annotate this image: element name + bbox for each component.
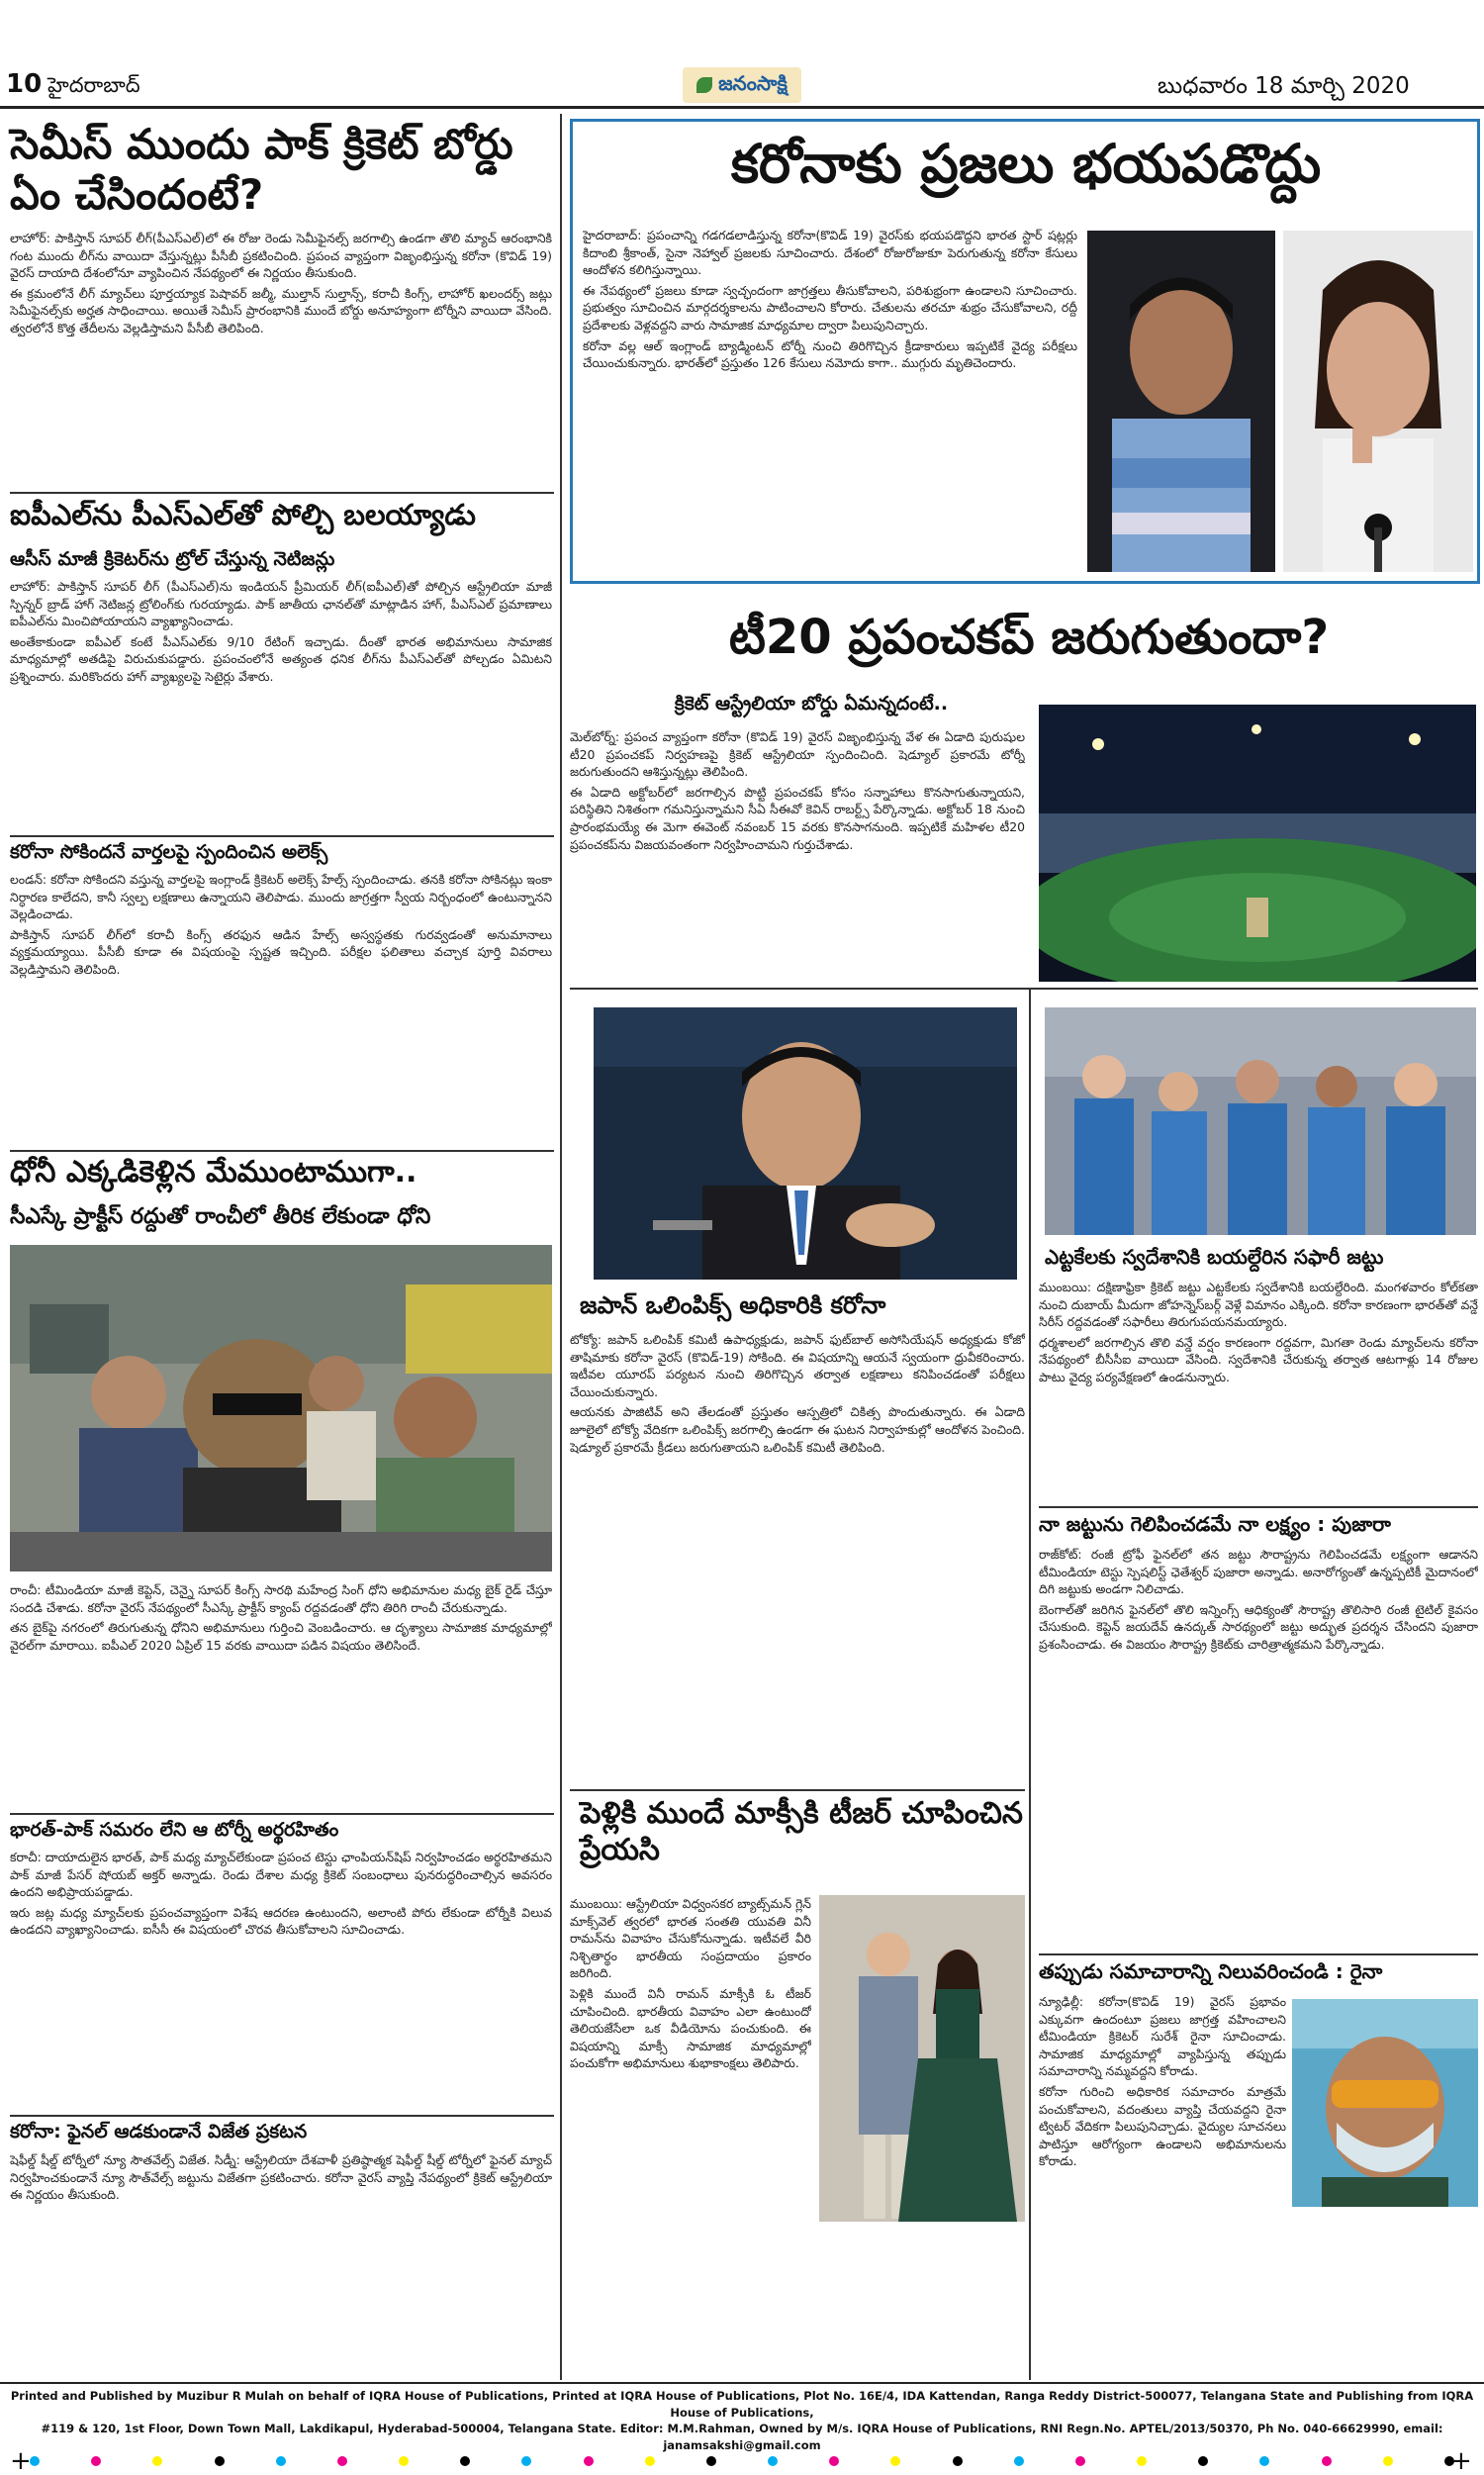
magenta-dot [337, 2456, 347, 2466]
dhoni-body [10, 1581, 552, 1809]
dhoni-subhead: సీఎస్కే ప్రాక్టీస్ రద్దుతో రాంచీలో తీరిక లేకుండా ధోని [10, 1204, 431, 1229]
magenta-dot [91, 2456, 101, 2466]
article-paragraph: ఆయనకు పాజిటివ్ అని తేలడంతో ప్రస్తుతం ఆస్పత్రిలో చికిత్స పొందుతున్నారు. ఈ ఏడాది జూలైలో టోక్యో వేదికగా ఒలింపిక్స్ జరగాల్సి ఉండగా ఈ ఘటన నిర్వాహకుల్లో ఆందోళన పెంచింది. షెడ్యూల్ ప్రకారమే క్రీడలు జరుగుతాయని ఒలింపిక్ కమిటీ తెలిపింది. [570, 1404, 1025, 1455]
black-dot [215, 2456, 225, 2466]
raina-subhead: తప్పుడు సమాచారాన్ని నిలువరించండి : రైనా [1039, 1959, 1383, 1983]
article-paragraph: న్యూఢిల్లీ: కరోనా(కొవిడ్ 19) వైరస్ ప్రభావం ఎక్కువగా ఉందంటూ ప్రజలు జాగ్రత్త వహించాలని టీమిండియా క్రికెటర్ సురేశ్ రైనా సూచించాడు. సామాజిక మాధ్యమాల్లో వ్యాపిస్తున్న తప్పుడు సమాచారాన్ని నమ్మవద్దని కోరాడు. [1039, 1994, 1286, 2079]
alex-hales-body [10, 871, 552, 1148]
masthead [0, 65, 1484, 109]
dhoni-headline: ధోనీ ఎక్కడికెళ్లిన మేముంటాముగా.. [10, 1155, 417, 1190]
publisher-imprint [0, 2382, 1484, 2453]
article-paragraph: కరోనా గురించి అధికారిక సమాచారం మాత్రమే పంచుకోవాలని, వదంతులు వ్యాప్తి చేయవద్దని రైనా ట్విటర్ వేదికగా పిలుపునిచ్చాడు. వైద్యుల సూచనలు పాటిస్తూ ఆరోగ్యంగా ఉండాలని అభిమానులను కోరాడు. [1039, 2084, 1286, 2169]
japan-official-photo [594, 1007, 1017, 1280]
article-paragraph: పెళ్లికి ముందే వినీ రామన్ మాక్సీకి ఓ టీజర్ చూపించింది. భారతీయ వివాహం ఎలా ఉంటుందో తెలియజేసేలా ఒక వీడియోను పంచుకుంది. ఈ విషయాన్ని మాక్సీ సామాజిక మాధ్యమాల్లో పంచుకోగా అభిమానులు శుభాకాంక్షలు తెలిపారు. [570, 1986, 811, 2071]
maxwell-body [570, 1895, 811, 2378]
yellow-dot [1383, 2456, 1393, 2466]
logo-text: జనంసాక్షి [718, 70, 788, 95]
registration-mark-icon: + [10, 2446, 32, 2475]
column-divider [1029, 990, 1031, 2380]
registration-mark-icon: + [1450, 2446, 1472, 2475]
article-divider [10, 1813, 554, 1815]
article-divider [1039, 1953, 1478, 1955]
alex-hales-subhead: కరోనా సోకిందనే వార్తలపై స్పందించిన అలెక్స్ [10, 841, 328, 863]
magenta-dot [584, 2456, 594, 2466]
ipl-body [10, 578, 552, 831]
article-paragraph: ముంబయి: దక్షిణాఫ్రికా క్రికెట్ జట్టు ఎట్టకేలకు స్వదేశానికి బయల్దేరింది. మంగళవారం కోల్‌కతా నుంచి దుబాయ్ మీదుగా జోహన్నెస్‌బర్గ్ వెళ్లే విమానం ఎక్కింది. కరోనా కారణంగా భారత్‌తో వన్డే సిరీస్ రద్దవడంతో సఫారీలు తిరుగుపయనమయ్యారు. [1039, 1280, 1478, 1330]
corona-feature-box [570, 119, 1480, 584]
color-registration-strip [30, 2454, 1454, 2468]
pujara-body [1039, 1546, 1478, 1950]
safari-caption: ఎట్టకేలకు స్వదేశానికి బయల్దేరిన సఫారీ జట్టు [1045, 1245, 1384, 1269]
article-divider [10, 2115, 554, 2117]
article-paragraph: షెఫీల్డ్ షీల్డ్ టోర్నీలో న్యూ సౌతవేల్స్ విజేత. సిడ్నీ: ఆస్ట్రేలియా దేశవాళీ ప్రతిష్ఠాత్మక షెఫీల్డ్ షీల్డ్ టోర్నీలో ఫైనల్ మ్యాచ్ నిర్వహించకుండానే న్యూ సౌత్‌వేల్స్ జట్టును విజేతగా ప్రకటించారు. కరోనా వైరస్ వ్యాప్తి నేపథ్యంలో క్రికెట్ ఆస్ట్రేలియా ఈ నిర్ణయం తీసుకుంది. [10, 2152, 552, 2203]
ipl-headline: ఐపీఎల్‌ను పీఎస్ఎల్‌తో పోల్చి బలయ్యాడు [10, 498, 476, 531]
cyan-dot [1259, 2456, 1269, 2466]
article-paragraph: అంతేకాకుండా ఐపీఎల్ కంటే పీఎస్ఎల్‌కు 9/10 రేటింగ్ ఇచ్చాడు. దీంతో భారత అభిమానులు సామాజిక మాధ్యమాల్లో అతడిపై విరుచుకుపడ్డారు. ప్రపంచంలోనే అత్యంత ధనిక లీగ్‌ను పీఎస్ఎల్‌తో పోల్చడం ఏమిటని ప్రశ్నించారు. మరికొందరు హాగ్ వ్యాఖ్యలపై సెటైర్లు వేశారు. [10, 633, 552, 685]
final-subhead: కరోనా: ఫైనల్ ఆడకుండానే విజేత ప్రకటన [10, 2121, 308, 2142]
yellow-dot [890, 2456, 900, 2466]
indo-pak-body [10, 1849, 552, 2111]
black-dot [953, 2456, 963, 2466]
article-paragraph: ముంబయి: ఆస్ట్రేలియా విధ్వంసకర బ్యాట్స్‌మన్ గ్లెన్ మాక్స్‌వెల్ త్వరలో భారత సంతతి యువతి వినీ రామన్‌ను వివాహం చేసుకోనున్నాడు. ఇటీవలే వీరి నిశ్చితార్థం భారతీయ సంప్రదాయం ప్రకారం జరిగింది. [570, 1896, 811, 1981]
article-divider [570, 1789, 1025, 1791]
article-paragraph: ఈ ఏడాది అక్టోబర్‌లో జరగాల్సిన పొట్టి ప్రపంచకప్ కోసం సన్నాహాలు కొనసాగుతున్నాయని, పరిస్థితిని నిశితంగా గమనిస్తున్నామని సీఏ సీఈవో కెవిన్ రాబర్ట్స్ పేర్కొన్నాడు. అక్టోబర్ 18 నుంచి ప్రారంభమయ్యే ఈ మెగా ఈవెంట్ నవంబర్ 15 వరకు కొనసాగనుంది. ఇప్పటికే మహిళల టీ20 ప్రపంచకప్‌ను విజయవంతంగా నిర్వహించామని గుర్తుచేశాడు. [570, 784, 1025, 852]
article-paragraph: ధర్మశాలలో జరగాల్సిన తొలి వన్డే వర్షం కారణంగా రద్దవగా, మిగతా రెండు మ్యాచ్‌లను కరోనా నేపథ్యంలో బీసీసీఐ వాయిదా వేసింది. స్వదేశానికి చేరుకున్న తర్వాత ఆటగాళ్లు 14 రోజుల పాటు వైద్య పర్యవేక్షణలో ఉండనున్నారు. [1039, 1334, 1478, 1385]
magenta-dot [1075, 2456, 1085, 2466]
maxwell-headline: పెళ్లికి ముందే మాక్సీకి టీజర్ చూపించిన ప్రేయసి [580, 1796, 1023, 1867]
t20-subhead: క్రికెట్ ఆస్ట్రేలియా బోర్డు ఏమన్నదంటే.. [674, 693, 949, 714]
pujara-subhead: నా జట్టును గెలిపించడమే నా లక్ష్యం : పుజారా [1039, 1512, 1391, 1536]
column-divider [560, 114, 562, 2380]
indo-pak-subhead: భారత్-పాక్ సమరం లేని ఆ టోర్నీ అర్థరహితం [10, 1819, 339, 1841]
corona-headline: కరోనాకు ప్రజలు భయపడొద్దు [730, 133, 1322, 195]
article-paragraph: మెల్‌బోర్న్: ప్రపంచ వ్యాప్తంగా కరోనా (కొవిడ్ 19) వైరస్ విజృంభిస్తున్న వేళ ఈ ఏడాది పురుషుల టీ20 ప్రపంచకప్ నిర్వహణపై క్రికెట్ ఆస్ట్రేలియా స్పందించింది. షెడ్యూల్ ప్రకారమే టోర్నీ జరుగుతుందని ఆశిస్తున్నట్లు తెలిపింది. [570, 729, 1025, 780]
cyan-dot [768, 2456, 778, 2466]
article-paragraph: రాంచీ: టీమిండియా మాజీ కెప్టెన్, చెన్నై సూపర్ కింగ్స్ సారథి మహేంద్ర సింగ్ ధోని అభిమానుల మధ్య బైక్ రైడ్ చేస్తూ సందడి చేశాడు. కరోనా వైరస్ నేపథ్యంలో సీఎస్కే ప్రాక్టీస్ క్యాంప్ రద్దవడంతో ధోని తిరిగి రాంచీ చేరుకున్నాడు. [10, 1582, 552, 1615]
cyan-dot [276, 2456, 286, 2466]
article-paragraph: ఇరు జట్ల మధ్య మ్యాచ్‌లకు ప్రపంచవ్యాప్తంగా విశేష ఆదరణ ఉంటుందని, అలాంటి పోరు లేకుండా టోర్నీకి విలువ ఉండదని వ్యాఖ్యానించాడు. ఐసీసీ ఈ విషయంలో చొరవ తీసుకోవాలని సూచించాడు. [10, 1904, 552, 1938]
article-divider [10, 1150, 554, 1152]
yellow-dot [399, 2456, 409, 2466]
edition-date: బుధవారం 18 మార్చి 2020 [1158, 73, 1410, 99]
raina-body [1039, 1993, 1286, 2377]
raina-mask-photo [1292, 1999, 1478, 2207]
corona-body [583, 227, 1077, 575]
imprint-line: Printed and Published by Muzibur R Mulah on behalf of IQRA House of Publications, Printed at IQRA House of Publications, Plot No. 16E/4, IDA Kattendan, Ranga Reddy District-500077, Telangana State and Publishing from IQRA House of Publications, [10, 2389, 1474, 2420]
article-paragraph: రాజ్‌కోట్: రంజీ ట్రోఫీ ఫైనల్‌లో తన జట్టు సౌరాష్ట్రను గెలిపించడమే లక్ష్యంగా ఆడానని టీమిండియా టెస్టు స్పెషలిస్ట్ ఛెతేశ్వర్ పుజారా అన్నాడు. అనారోగ్యంతో ఉన్నప్పటికీ మైదానంలో దిగి జట్టుకు అండగా నిలిచాడు. [1039, 1547, 1478, 1597]
article-divider [10, 492, 554, 494]
t20-body [570, 728, 1025, 984]
japan-caption: జపాన్ ఒలింపిక్స్ అధికారికి కరోనా [580, 1291, 886, 1319]
stadium-photo [1039, 705, 1476, 982]
article-paragraph: తన బైక్‌పై నగరంలో తిరుగుతున్న ధోనిని అభిమానులు గుర్తించి వెంబడించారు. ఆ దృశ్యాలు సామాజిక మాధ్యమాల్లో వైరల్‌గా మారాయి. ఐపీఎల్ 2020 ఏప్రిల్ 15 వరకు వాయిదా పడిన విషయం తెలిసిందే. [10, 1620, 552, 1653]
article-paragraph: లాహోర్: పాకిస్తాన్ సూపర్ లీగ్ (పీఎస్ఎల్)ను ఇండియన్ ప్రీమియర్ లీగ్(ఐపీఎల్)తో పోల్చిన ఆస్ట్రేలియా మాజీ స్పిన్నర్ బ్రాడ్ హాగ్ నెటిజన్ల ట్రోలింగ్‌కు గురయ్యాడు. పాక్ జాతీయ ఛానల్‌తో మాట్లాడిన హాగ్, పీఎస్ఎల్ ప్రమాణాలు ఐపీఎల్‌ను మించిపోయాయని వ్యాఖ్యానించాడు. [10, 579, 552, 629]
article-paragraph: ఈ నేపథ్యంలో ప్రజలు కూడా స్వచ్ఛందంగా జాగ్రత్తలు తీసుకోవాలని, పరిశుభ్రంగా ఉండాలని సూచించారు. ప్రభుత్వం సూచించిన మార్గదర్శకాలను పాటించాలని కోరారు. చేతులను తరచూ శుభ్రం చేసుకోవాలని, రద్దీ ప్రదేశాలకు వెళ్లవద్దని వారు సామాజిక మాధ్యమాల ద్వారా పిలుపునిచ్చారు. [583, 282, 1077, 333]
magenta-dot [829, 2456, 839, 2466]
semis-headline: సెమీస్ ముందు పాక్ క్రికెట్ బోర్డు ఏం చేసిందంటే? [10, 120, 513, 220]
article-paragraph: లాహోర్: పాకిస్తాన్ సూపర్ లీగ్(పీఎస్ఎల్)లో ఈ రోజు రెండు సెమీఫైనల్స్ జరగాల్సి ఉండగా తొలి మ్యాచ్ ఆరంభానికి గంట ముందు లీగ్‌ను వాయిదా వేస్తున్నట్లు పీసీబీ ప్రకటించింది. ప్రపంచ వ్యాప్తంగా విజృంభిస్తున్న కరోనా (కొవిడ్ 19) వైరస్ దాయాది దేశంలోనూ వ్యాపించిన నేపథ్యంలో ఈ నిర్ణయం తీసుకుంది. [10, 231, 552, 281]
yellow-dot [152, 2456, 162, 2466]
article-divider [10, 835, 554, 837]
safari-body [1039, 1279, 1478, 1501]
yellow-dot [645, 2456, 655, 2466]
cyan-dot [1014, 2456, 1024, 2466]
magenta-dot [1322, 2456, 1332, 2466]
srikanth-photo [1087, 231, 1275, 572]
article-paragraph: బెంగాల్‌తో జరిగిన ఫైనల్‌లో తొలి ఇన్నింగ్స్ ఆధిక్యంతో సౌరాష్ట్ర తొలిసారి రంజీ టైటిల్ కైవసం చేసుకుంది. కెప్టెన్ జయదేవ్ ఉనద్కత్ సారథ్యంలో జట్టు అద్భుత ప్రదర్శన చేసిందని పుజారా ప్రశంసించాడు. ఈ విజయం సౌరాష్ట్ర క్రికెట్‌కు చారిత్రాత్మకమని పేర్కొన్నాడు. [1039, 1601, 1478, 1653]
dhoni-bike-photo [10, 1245, 552, 1571]
article-divider [1039, 1506, 1478, 1508]
japan-body [570, 1331, 1025, 1784]
t20-headline: టీ20 ప్రపంచకప్ జరుగుతుందా? [728, 610, 1330, 665]
edition-city: హైదరాబాద్ [47, 73, 140, 97]
article-paragraph: కరాచీ: దాయాదులైన భారత్, పాక్ మధ్య మ్యాచ్‌లేకుండా ప్రపంచ టెస్టు ఛాంపియన్‌షిప్ నిర్వహించడం అర్థరహితమని పాక్ మాజీ పేసర్ షోయబ్ అక్తర్ అన్నాడు. రెండు దేశాల మధ్య క్రికెట్ సంబంధాలు పునరుద్ధరించాల్సిన అవసరం ఉందని అభిప్రాయపడ్డాడు. [10, 1850, 552, 1900]
page-number: 10 [6, 69, 43, 99]
article-paragraph: పాకిస్తాన్ సూపర్ లీగ్‌లో కరాచీ కింగ్స్ తరఫున ఆడిన హేల్స్ అస్వస్థతకు గురవ్వడంతో అనుమానాలు వ్యక్తమయ్యాయి. పీసీబీ కూడా ఈ విషయంపై స్పష్టత ఇచ్చింది. పరీక్షల ఫలితాలు వచ్చాక పూర్తి వివరాలు వెల్లడిస్తామని తెలిపింది. [10, 926, 552, 978]
final-body [10, 2151, 552, 2377]
article-paragraph: కరోనా వల్ల ఆల్ ఇంగ్లాండ్ బ్యాడ్మింటన్ టోర్నీ నుంచి తిరిగొచ్చిన క్రీడాకారులు ఇప్పటికే వైద్య పరీక్షలు చేయించుకున్నారు. భారత్‌లో ప్రస్తుతం 126 కేసులు నమోదు కాగా.. ముగ్గురు మృతిచెందారు. [583, 337, 1077, 371]
south-africa-team-photo [1045, 1007, 1476, 1235]
semis-body [10, 230, 552, 489]
leaf-icon [696, 77, 712, 93]
article-paragraph: టోక్యో: జపాన్ ఒలింపిక్ కమిటీ ఉపాధ్యక్షుడు, జపాన్ ఫుట్‌బాల్ అసోసియేషన్ అధ్యక్షుడు కోజో తాషిమాకు కరోనా వైరస్ (కొవిడ్-19) సోకింది. ఈ విషయాన్ని ఆయనే స్వయంగా ధ్రువీకరించారు. ఇటీవల యూరప్ పర్యటన నుంచి తిరిగొచ్చిన తర్వాత లక్షణాలు కనిపించడంతో పరీక్షలు చేయించుకున్నారు. [570, 1332, 1025, 1399]
article-paragraph: హైదరాబాద్: ప్రపంచాన్ని గడగడలాడిస్తున్న కరోనా(కొవిడ్ 19) వైరస్‌కు భయపడొద్దని భారత స్టార్ షట్లర్లు కిదాంబి శ్రీకాంత్, సైనా నెహ్వాల్ ప్రజలకు సూచించారు. దేశంలో రోజురోజుకూ పెరుగుతున్న కరోనా కేసులు ఆందోళన కలిగిస్తున్నాయి. [583, 228, 1077, 278]
black-dot [1198, 2456, 1208, 2466]
ipl-subhead: ఆసీస్ మాజీ క్రికెటర్‌ను ట్రోల్ చేస్తున్న నెటిజన్లు [10, 548, 335, 570]
newspaper-logo [683, 67, 801, 103]
maxwell-couple-photo [819, 1895, 1025, 2222]
article-paragraph: లండన్: కరోనా సోకిందని వస్తున్న వార్తలపై ఇంగ్లాండ్ క్రికెటర్ అలెక్స్ హేల్స్ స్పందించాడు. తనకి కరోనా సోకినట్లు ఇంకా నిర్ధారణ కాలేదని, కానీ స్వల్ప లక్షణాలు ఉన్నాయని తెలిపాడు. ముందు జాగ్రత్తగా స్వీయ నిర్బంధంలో ఉంటున్నానని వెల్లడించాడు. [10, 872, 552, 922]
black-dot [706, 2456, 716, 2466]
article-paragraph: ఈ క్రమంలోనే లీగ్ మ్యాచ్‌లు పూర్తయ్యాక పెషావర్ జల్మీ, ముల్తాన్ సుల్తాన్స్, కరాచీ కింగ్స్, లాహోర్ ఖలందర్స్ జట్లు సెమీఫైనల్స్‌కు అర్హత సాధించాయి. అయితే సెమీస్ ప్రారంభానికి ముందే బోర్డు అనూహ్యంగా టోర్నీని వాయిదా వేసింది. త్వరలోనే కొత్త తేదీలను వెల్లడిస్తామని పీసీబీ తెలిపింది. [10, 285, 552, 336]
yellow-dot [1137, 2456, 1147, 2466]
black-dot [460, 2456, 470, 2466]
cyan-dot [521, 2456, 531, 2466]
imprint-line: #119 & 120, 1st Floor, Down Town Mall, Lakdikapul, Hyderabad-500004, Telangana State. Editor: M.M.Rahman, Owned by M/s. IQRA House of Publications, RNI Regn.No. APTEL/2013/50370, Ph No. 040-66629990, email: janamsakshi@gmail.com [41, 2422, 1443, 2453]
saina-photo [1283, 231, 1473, 572]
article-divider [570, 988, 1478, 990]
